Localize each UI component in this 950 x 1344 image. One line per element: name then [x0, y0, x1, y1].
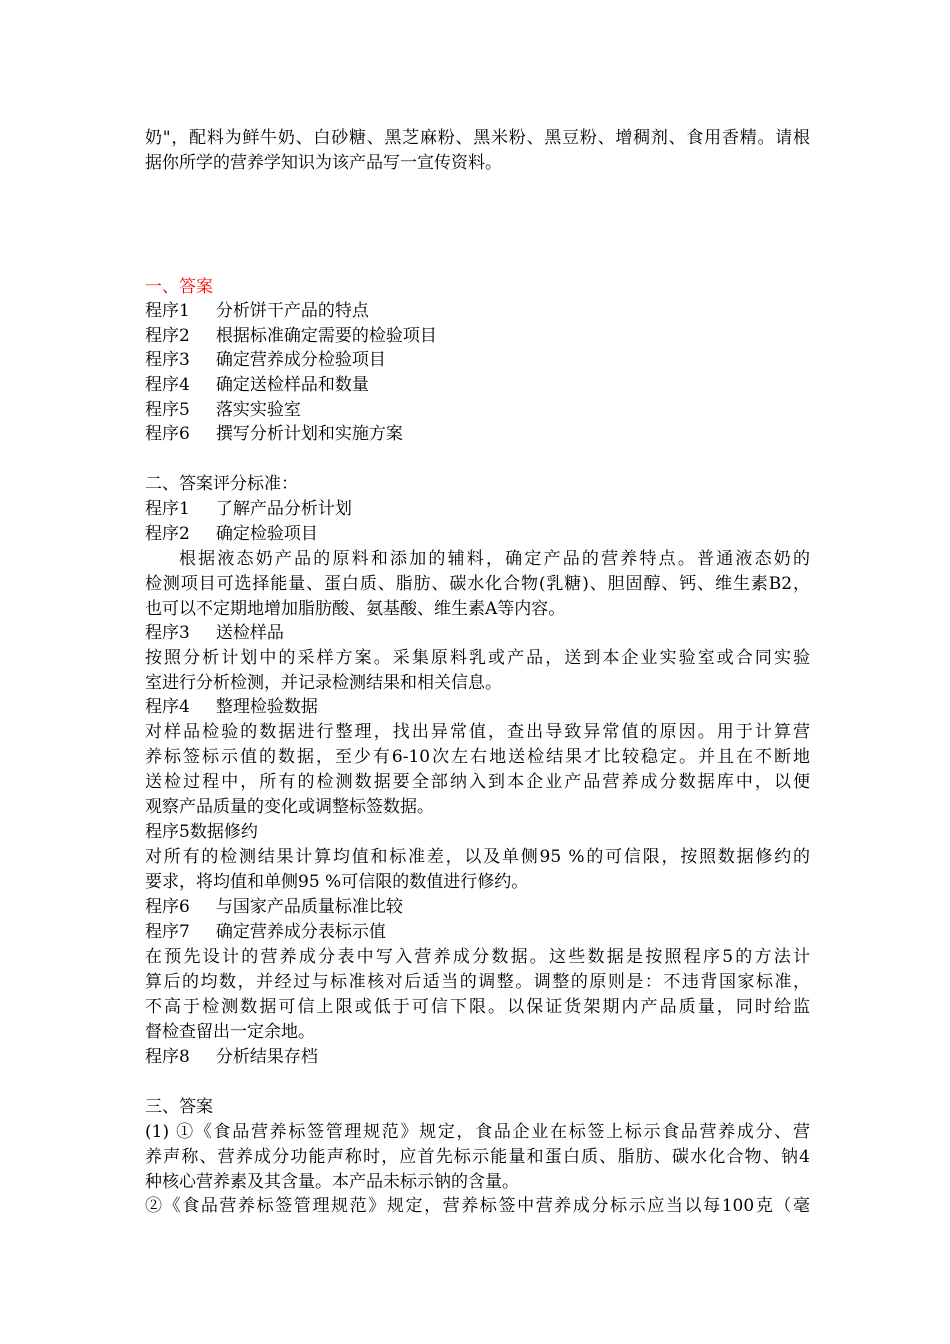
paragraph-line: 要求，将均值和单侧95 %可信限的数值进行修约。 [145, 872, 529, 892]
step-item: 程序2 根据标准确定需要的检验项目 [145, 326, 437, 346]
step-item: 程序4 确定送检样品和数量 [145, 375, 369, 395]
step-item: 程序5 落实实验室 [145, 400, 301, 420]
intro-line: 奶"，配料为鲜牛奶、白砂糖、黑芝麻粉、黑米粉、黑豆粉、增稠剂、食用香精。请根 [145, 128, 810, 148]
step-item: 程序6 撰写分析计划和实施方案 [145, 424, 403, 444]
paragraph-line: 种核心营养素及其含量。本产品未标示钠的含量。 [145, 1172, 519, 1192]
paragraph-line: 送检过程中，所有的检测数据要全部纳入到本企业产品营养成分数据库中，以便 [145, 772, 810, 792]
section-2-heading: 二、答案评分标准： [145, 474, 298, 494]
step-item: 程序8 分析结果存档 [145, 1047, 318, 1067]
paragraph-line: 养声称、营养成分功能声称时，应首先标示能量和蛋白质、脂肪、碳水化合物、钠4 [145, 1147, 810, 1167]
paragraph-line: 督检查留出一定余地。 [145, 1022, 315, 1042]
section-3-heading: 三、答案 [145, 1097, 213, 1117]
paragraph-line: 室进行分析检测，并记录检测结果和相关信息。 [145, 673, 502, 693]
step-item: 程序3 确定营养成分检验项目 [145, 350, 386, 370]
intro-line: 据你所学的营养学知识为该产品写一宣传资料。 [145, 153, 502, 173]
step-item: 程序2 确定检验项目 [145, 524, 318, 544]
paragraph-line: 不高于检测数据可信上限或低于可信下限。以保证货架期内产品质量，同时给监 [145, 997, 810, 1017]
paragraph-line: 按照分析计划中的采样方案。采集原料乳或产品，送到本企业实验室或合同实验 [145, 648, 810, 668]
step-item: 程序1 分析饼干产品的特点 [145, 301, 369, 321]
step-item: 程序5数据修约 [145, 822, 258, 842]
step-item: 程序7 确定营养成分表标示值 [145, 922, 386, 942]
paragraph-line: 根据液态奶产品的原料和添加的辅料，确定产品的营养特点。普通液态奶的 [179, 549, 810, 569]
step-item: 程序1 了解产品分析计划 [145, 499, 352, 519]
paragraph-line: ②《食品营养标签管理规范》规定，营养标签中营养成分标示应当以每100克（毫 [145, 1196, 810, 1216]
paragraph-line: 也可以不定期地增加脂肪酸、氨基酸、维生素A等内容。 [145, 599, 566, 619]
paragraph-line: 在预先设计的营养成分表中写入营养成分数据。这些数据是按照程序5的方法计 [145, 947, 810, 967]
paragraph-line: 对所有的检测结果计算均值和标准差，以及单侧95 %的可信限，按照数据修约的 [145, 847, 810, 867]
step-item: 程序3 送检样品 [145, 623, 284, 643]
paragraph-line: (1) ①《食品营养标签管理规范》规定，食品企业在标签上标示食品营养成分、营 [145, 1122, 810, 1142]
paragraph-line: 观察产品质量的变化或调整标签数据。 [145, 797, 434, 817]
paragraph-line: 对样品检验的数据进行整理，找出异常值，查出导致异常值的原因。用于计算营 [145, 722, 810, 742]
paragraph-line: 算后的均数，并经过与标准核对后适当的调整。调整的原则是：不违背国家标准， [145, 972, 810, 992]
step-item: 程序6 与国家产品质量标准比较 [145, 897, 403, 917]
paragraph-line: 检测项目可选择能量、蛋白质、脂肪、碳水化合物(乳糖)、胆固醇、钙、维生素B2， [145, 574, 810, 594]
section-1-heading: 一、答案 [145, 277, 213, 297]
step-item: 程序4 整理检验数据 [145, 697, 318, 717]
paragraph-line: 养标签标示值的数据，至少有6-10次左右地送检结果才比较稳定。并且在不断地 [145, 747, 810, 767]
